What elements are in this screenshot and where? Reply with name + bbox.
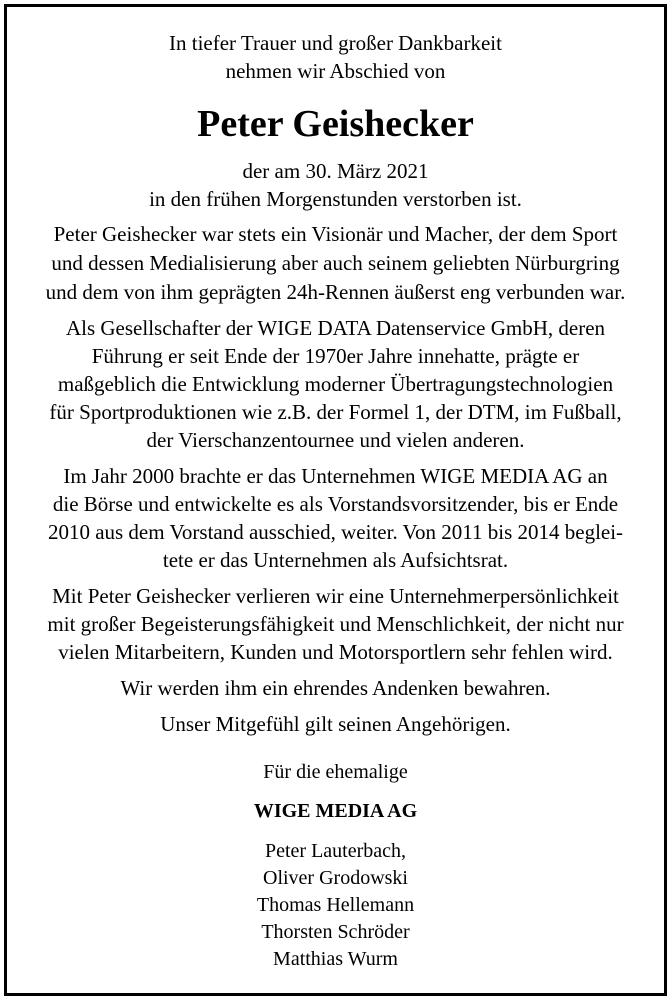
paragraph-line: und dem von ihm geprägten 24h-Rennen äußerst eng verbunden war.	[45, 280, 626, 304]
paragraph-line: tete er das Unternehmen als Aufsichtsrat.	[162, 548, 509, 572]
death-circumstance-line: in den frühen Morgenstunden verstorben ist.	[149, 187, 522, 211]
intro-line-1: In tiefer Trauer und großer Dankbarkeit	[169, 31, 502, 55]
paragraph-line: Mit Peter Geishecker verlieren wir eine Unternehmerpersönlichkeit	[52, 584, 619, 608]
paragraph-line: mit großer Begeisterungsfähigkeit und Menschlichkeit, der nicht nur	[47, 612, 624, 636]
deceased-name: Peter Geishecker	[197, 103, 474, 145]
signatory-name: Peter Lauterbach,	[264, 840, 407, 862]
closing-line-2: Unser Mitgefühl gilt seinen Angehörigen.	[160, 712, 511, 736]
signature-company: WIGE MEDIA AG	[253, 800, 418, 822]
paragraph-line: der Vierschanzentournee und vielen anderen.	[146, 428, 525, 452]
paragraph-line: und dessen Medialisierung aber auch seinem geliebten Nürburgring	[51, 251, 620, 275]
closing-line-1: Wir werden ihm ein ehrendes Andenken bewahren.	[120, 676, 551, 700]
paragraph-line: Peter Geishecker war stets ein Visionär und Macher, der dem Sport	[53, 222, 618, 246]
paragraph-line: Führung er seit Ende der 1970er Jahre innehatte, prägte er	[91, 344, 580, 368]
signature-for-line: Für die ehemalige	[263, 761, 408, 783]
paragraph-line: vielen Mitarbeitern, Kunden und Motorsportlern sehr fehlen wird.	[58, 640, 613, 664]
paragraph-line: 2010 aus dem Vorstand ausschied, weiter. Von 2011 bis 2014 beglei-	[47, 520, 624, 544]
signatory-name: Matthias Wurm	[273, 948, 398, 970]
paragraph-line: maßgeblich die Entwicklung moderner Übertragungstechnologien	[57, 372, 614, 396]
paragraph-line: die Börse und entwickelte es als Vorstandsvorsitzender, bis er Ende	[52, 492, 619, 516]
signatory-name: Oliver Grodowski	[263, 867, 408, 889]
paragraph-line: Als Gesellschafter der WIGE DATA Datenservice GmbH, deren	[65, 316, 606, 340]
signatory-name: Thorsten Schröder	[261, 921, 410, 943]
signatory-name: Thomas Hellemann	[256, 894, 415, 916]
paragraph-line: Im Jahr 2000 brachte er das Unternehmen WIGE MEDIA AG an	[63, 464, 608, 488]
death-date-line: der am 30. März 2021	[242, 159, 429, 183]
intro-line-2: nehmen wir Abschied von	[225, 59, 446, 83]
paragraph-line: für Sportproduktionen wie z.B. der Formel 1, der DTM, im Fußball,	[49, 400, 622, 424]
